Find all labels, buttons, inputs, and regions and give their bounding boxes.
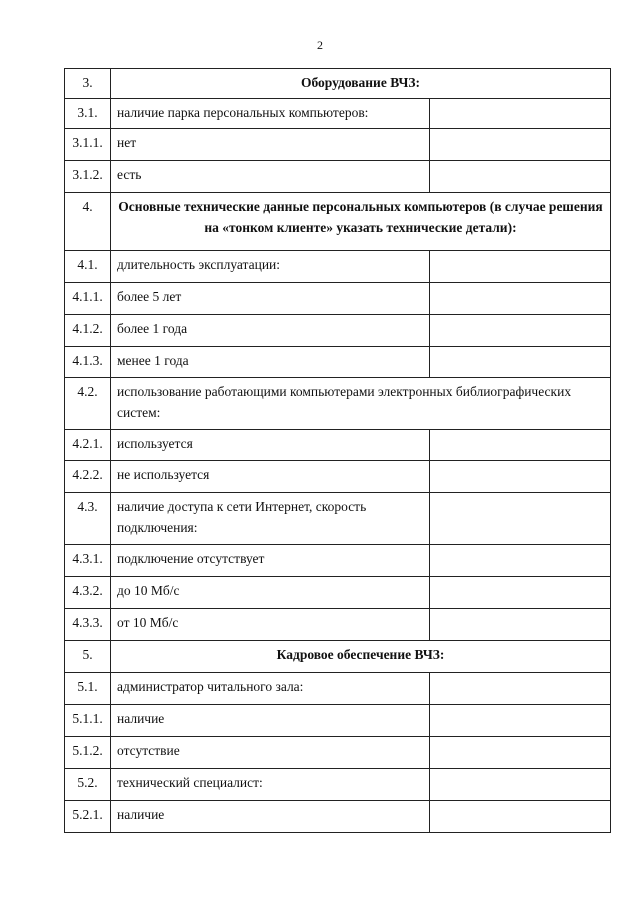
table-row <box>65 193 611 251</box>
row-label: более 1 года <box>111 315 430 347</box>
row-number: 4.3. <box>65 493 111 545</box>
questionnaire-table <box>64 68 611 833</box>
table-row <box>65 705 611 737</box>
row-label: нет <box>111 129 430 161</box>
row-label: длительность эксплуатации: <box>111 251 430 283</box>
table-row <box>65 129 611 161</box>
row-label: не используется <box>111 461 430 493</box>
row-label: более 5 лет <box>111 283 430 315</box>
row-number: 3. <box>65 69 111 99</box>
answer-cell[interactable] <box>430 577 611 609</box>
row-label: использование работающими компьютерами электронных библиографических систем: <box>111 378 611 430</box>
table-row <box>65 545 611 577</box>
row-number: 4.1.1. <box>65 283 111 315</box>
row-number: 4.2. <box>65 378 111 430</box>
table-row <box>65 577 611 609</box>
table-row <box>65 801 611 833</box>
row-number: 3.1.1. <box>65 129 111 161</box>
answer-cell[interactable] <box>430 251 611 283</box>
row-number: 4.3.1. <box>65 545 111 577</box>
section-title: Основные технические данные персональных компьютеров (в случае решения на «тонком клиенте» указать технические детали): <box>111 193 611 251</box>
row-label: до 10 Мб/с <box>111 577 430 609</box>
row-label: наличие парка персональных компьютеров: <box>111 99 430 129</box>
answer-cell[interactable] <box>430 801 611 833</box>
answer-cell[interactable] <box>430 737 611 769</box>
row-number: 4.1. <box>65 251 111 283</box>
page-number: 2 <box>317 38 323 52</box>
row-label: администратор читального зала: <box>111 673 430 705</box>
answer-cell[interactable] <box>430 129 611 161</box>
row-label: от 10 Мб/с <box>111 609 430 641</box>
row-label: есть <box>111 161 430 193</box>
answer-cell[interactable] <box>430 609 611 641</box>
answer-cell[interactable] <box>430 161 611 193</box>
row-number: 4.2.1. <box>65 430 111 461</box>
table-row <box>65 378 611 430</box>
table-row <box>65 641 611 673</box>
row-number: 4.1.2. <box>65 315 111 347</box>
row-number: 3.1.2. <box>65 161 111 193</box>
table-row <box>65 69 611 99</box>
table-row <box>65 430 611 461</box>
answer-cell[interactable] <box>430 283 611 315</box>
answer-cell[interactable] <box>430 347 611 378</box>
table-row <box>65 461 611 493</box>
row-label: наличие доступа к сети Интернет, скорость подключения: <box>111 493 430 545</box>
row-number: 5.2. <box>65 769 111 801</box>
row-number: 5.1. <box>65 673 111 705</box>
row-number: 5.1.1. <box>65 705 111 737</box>
row-number: 4.3.3. <box>65 609 111 641</box>
row-number: 4.2.2. <box>65 461 111 493</box>
table-row <box>65 283 611 315</box>
table-body <box>65 69 611 833</box>
answer-cell[interactable] <box>430 430 611 461</box>
row-label: используется <box>111 430 430 461</box>
answer-cell[interactable] <box>430 769 611 801</box>
answer-cell[interactable] <box>430 705 611 737</box>
table-row <box>65 737 611 769</box>
row-number: 4.3.2. <box>65 577 111 609</box>
section-title: Оборудование ВЧЗ: <box>111 69 611 99</box>
row-number: 3.1. <box>65 99 111 129</box>
answer-cell[interactable] <box>430 99 611 129</box>
table-row <box>65 161 611 193</box>
row-number: 5.1.2. <box>65 737 111 769</box>
row-number: 5. <box>65 641 111 673</box>
answer-cell[interactable] <box>430 315 611 347</box>
row-number: 4.1.3. <box>65 347 111 378</box>
section-title: Кадровое обеспечение ВЧЗ: <box>111 641 611 673</box>
table-row <box>65 609 611 641</box>
row-label: менее 1 года <box>111 347 430 378</box>
row-label: наличие <box>111 801 430 833</box>
table-row <box>65 315 611 347</box>
answer-cell[interactable] <box>430 545 611 577</box>
table-row <box>65 99 611 129</box>
answer-cell[interactable] <box>430 461 611 493</box>
answer-cell[interactable] <box>430 673 611 705</box>
row-label: отсутствие <box>111 737 430 769</box>
table-row <box>65 493 611 545</box>
table-row <box>65 673 611 705</box>
table-row <box>65 769 611 801</box>
answer-cell[interactable] <box>430 493 611 545</box>
table-row <box>65 251 611 283</box>
row-number: 5.2.1. <box>65 801 111 833</box>
row-label: наличие <box>111 705 430 737</box>
table-row <box>65 347 611 378</box>
row-number: 4. <box>65 193 111 251</box>
row-label: технический специалист: <box>111 769 430 801</box>
row-label: подключение отсутствует <box>111 545 430 577</box>
